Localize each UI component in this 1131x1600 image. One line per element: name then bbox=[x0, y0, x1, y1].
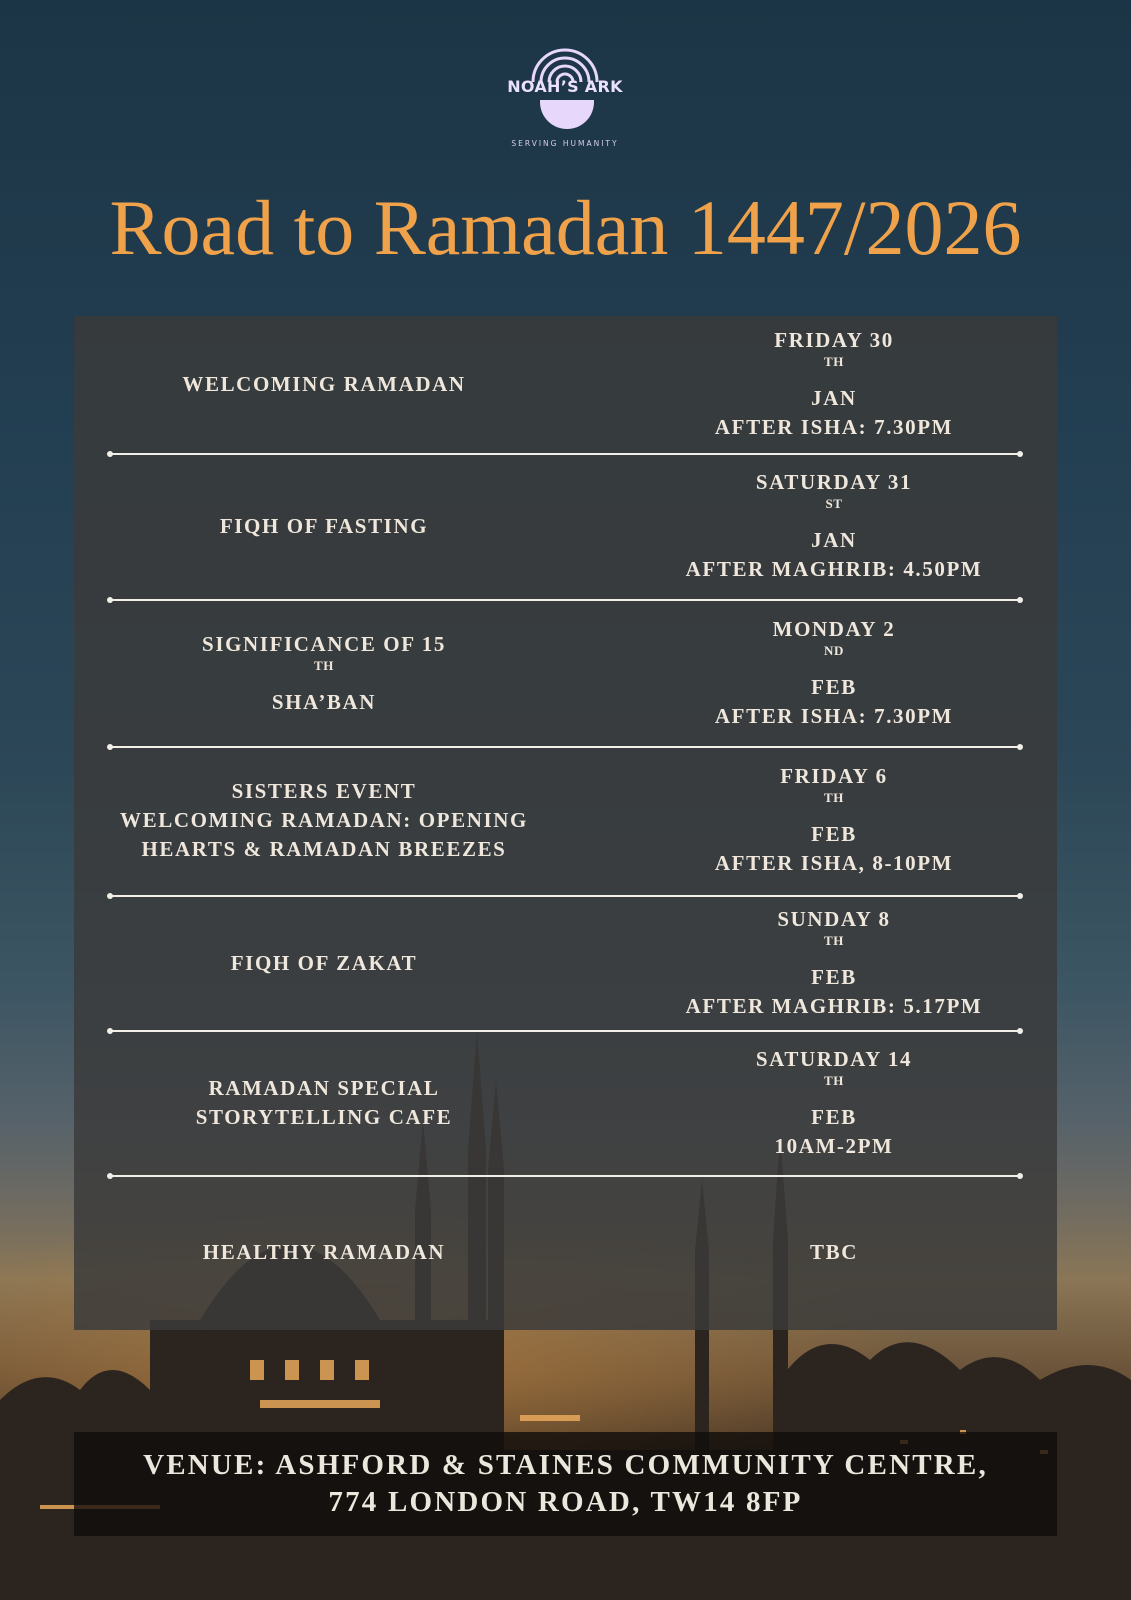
event-title: SISTERS EVENT WELCOMING RAMADAN: OPENING HEARTS & RAMADAN BREEZES bbox=[120, 778, 528, 861]
schedule-row bbox=[74, 601, 1057, 745]
event-title: SIGNIFICANCE OF 15 TH SHA’BAN bbox=[202, 631, 446, 714]
schedule-row bbox=[74, 748, 1057, 892]
page-title: Road to Ramadan 1447/2026 bbox=[109, 184, 1022, 271]
event-title: RAMADAN SPECIAL STORYTELLING CAFE bbox=[195, 1076, 453, 1129]
event-datetime: MONDAY 2 ND FEB AFTER ISHA: 7.30PM bbox=[714, 617, 954, 728]
logo-tagline: SERVING HUMANITY bbox=[511, 139, 619, 148]
venue-line-1: VENUE: ASHFORD & STAINES COMMUNITY CENTRE, bbox=[143, 1449, 988, 1481]
schedule-row bbox=[74, 1177, 1057, 1327]
schedule-row bbox=[74, 455, 1057, 597]
event-title: FIQH OF ZAKAT bbox=[230, 950, 418, 975]
event-title: HEALTHY RAMADAN bbox=[202, 1239, 446, 1264]
event-datetime: SUNDAY 8 TH FEB AFTER MAGHRIB: 5.17PM bbox=[685, 907, 983, 1018]
event-datetime: FRIDAY 6 TH FEB AFTER ISHA, 8-10PM bbox=[714, 764, 954, 875]
event-datetime: FRIDAY 30 TH JAN AFTER ISHA: 7.30PM bbox=[714, 328, 954, 439]
venue-banner bbox=[74, 1432, 1057, 1536]
noahs-ark-logo bbox=[490, 40, 640, 150]
event-title: FIQH OF FASTING bbox=[219, 513, 429, 538]
event-datetime: SATURDAY 31 ST JAN AFTER MAGHRIB: 4.50PM bbox=[685, 470, 983, 581]
schedule-row bbox=[74, 897, 1057, 1029]
event-datetime: TBC bbox=[810, 1239, 858, 1264]
event-datetime: SATURDAY 14 TH FEB 10AM-2PM bbox=[755, 1047, 913, 1158]
venue-line-2: 774 LONDON ROAD, TW14 8FP bbox=[328, 1486, 803, 1518]
schedule-row bbox=[74, 316, 1057, 452]
schedule-row bbox=[74, 1032, 1057, 1174]
bowl-icon bbox=[540, 100, 594, 129]
event-title: WELCOMING RAMADAN bbox=[182, 371, 466, 396]
schedule-panel bbox=[74, 316, 1057, 1330]
logo-name: NOAH’S ARK bbox=[507, 77, 623, 96]
